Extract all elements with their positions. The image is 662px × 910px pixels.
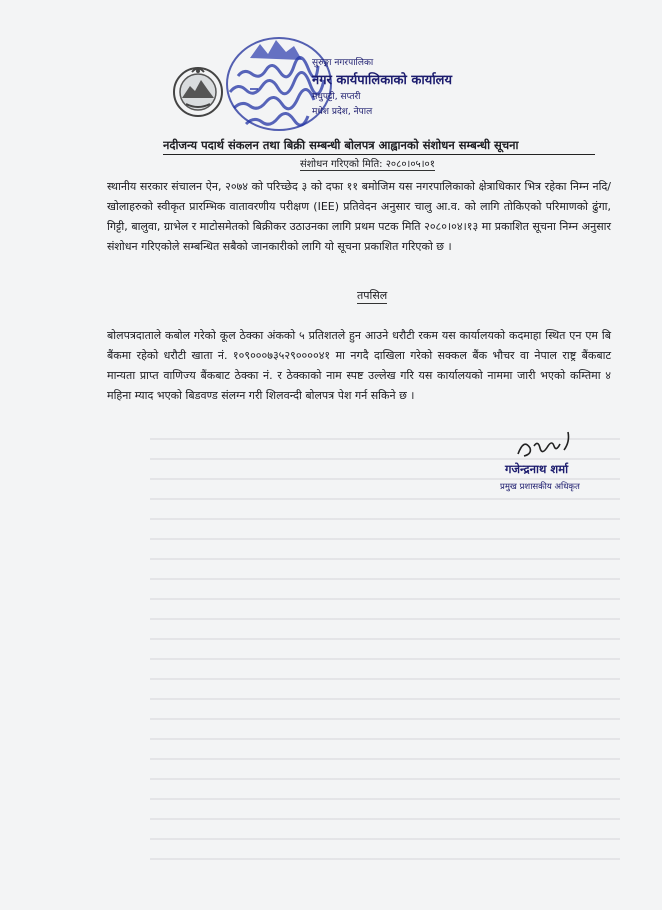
address-line-1: मधुपट्टी, सप्तरी (312, 92, 361, 102)
address-line-2: मधेश प्रदेश, नेपाल (312, 107, 373, 117)
signatory-title: प्रमुख प्रशासकीय अधिकृत (500, 482, 580, 492)
nepal-emblem-icon (168, 60, 228, 120)
signature-icon (512, 428, 584, 464)
amendment-date: संशोधन गरिएको मिति: २०८०।०५।०१ (300, 156, 435, 171)
details-heading: तपसिल (357, 289, 388, 302)
notice-paragraph-2: बोलपत्रदाताले कबोल गरेको कूल ठेक्का अंकको ५ प्रतिशतले हुन आउने धरौटी रकम यस कार्यालयको कदमाहा स्थित एन एम बि बैंकमा रहेको धरौटी खाता नं. १०९०००७३५२९००००४१ मा नगदै दाखिला गरेको सक्कल बैंक भौचर वा नेपाल राष्ट्र बैंकबाट मान्यता प्राप्त वाणिज्य बैंकबाट ठेक्का नं. र ठेक्काको नाम स्पष्ट उल्लेख गरि यस कार्यालयको नाममा जारी भएको कम्तिमा ४ महिना म्याद भएको बिडवण्ड संलग्न गरी शिलवन्दी बोलपत्र पेश गर्न सकिने छ । (107, 329, 611, 402)
letterhead (312, 55, 502, 118)
signatory-name: गजेन्द्रनाथ शर्मा (505, 462, 569, 476)
notice-paragraph-1: स्थानीय सरकार संचालन ऐन, २०७४ को परिच्छेद ३ को दफा ११ बमोजिम यस नगरपालिकाको क्षेत्राधिकार भित्र रहेका निम्न नदि/खोलाहरुको स्वीकृत प्रारम्भिक वातावरणीय परीक्षण (IEE) प्रतिवेदन अनुसार चालु आ.व. को लागि तोकिएको परिमाणको ढुंगा, गिट्टी, बालुवा, ग्राभेल र माटोसमेतको बिक्रीकर उठाउनका लागि प्रथम पटक मिति २०८०।०४।१३ मा प्रकाशित सूचना निम्न अनुसार संशोधन गरिएकोले सम्बन्धित सबैको जानकारीको लागि यो सूचना प्रकाशित गरिएको छ । (107, 180, 611, 253)
municipality-name: सुरुङ्गा नगरपालिका (312, 58, 374, 68)
notice-title: नदीजन्य पदार्थ संकलन तथा बिक्री सम्बन्धी बोलपत्र आह्वानको संशोधन सम्बन्धी सूचना (163, 138, 595, 155)
office-name: नगर कार्यपालिकाको कार्यालय (312, 73, 453, 88)
